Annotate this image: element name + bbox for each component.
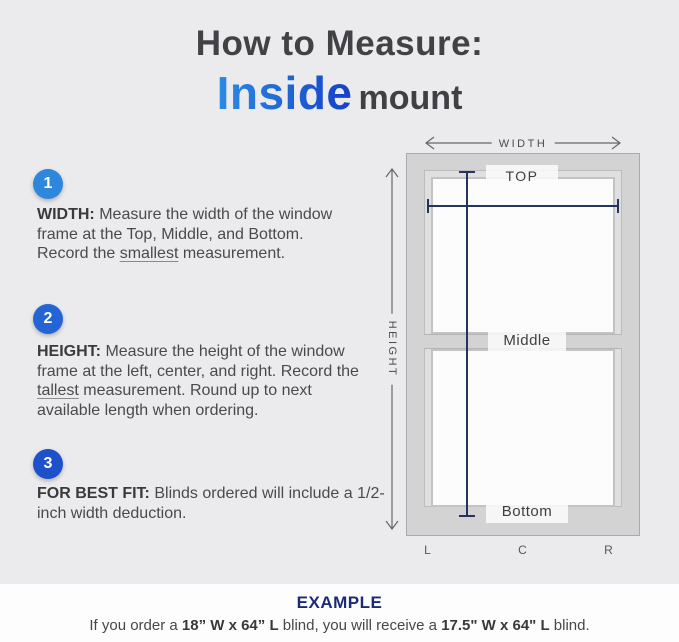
- example-part-3: blind.: [549, 617, 590, 634]
- step-2-underlined-word: tallest: [37, 382, 79, 400]
- example-sentence: [0, 617, 679, 634]
- vertical-measure-cap-top: [459, 171, 475, 173]
- vertical-measure-line: [466, 171, 468, 517]
- step-2-badge: 2: [33, 304, 63, 334]
- step-3-label: FOR BEST FIT:: [37, 485, 150, 502]
- title-highlight-inside: Inside: [216, 67, 353, 119]
- step-3-body-1: Blinds ordered will include a 1/2-inch width deduction.: [37, 485, 385, 522]
- step-1-text: [37, 205, 355, 264]
- step-3-badge: 3: [33, 449, 63, 479]
- step-1-body-2: measurement.: [178, 245, 286, 263]
- example-heading: EXAMPLE: [296, 593, 383, 612]
- height-dimension-label: HEIGHT: [384, 314, 400, 385]
- step-2-body-1: Measure the height of the window frame at the left, center, and right. Record the: [37, 343, 359, 380]
- window-pane-top: [431, 177, 615, 334]
- horizontal-measure-line: [427, 205, 619, 207]
- example-part-1: If you order a: [89, 617, 182, 634]
- step-2-text: [37, 342, 359, 420]
- step-1-underlined-word: smallest: [119, 245, 179, 263]
- example-bold-received-size: 17.5" W x 64" L: [441, 617, 550, 634]
- marker-middle: Middle: [488, 329, 566, 352]
- title-line-1: How to Measure:: [195, 24, 484, 63]
- step-3-text: [37, 484, 389, 523]
- example-bold-ordered-size: 18” W x 64” L: [181, 617, 279, 634]
- width-dimension-label: WIDTH: [492, 136, 555, 152]
- example-part-2: blind, you will receive a: [278, 617, 442, 634]
- vertical-measure-cap-bottom: [459, 515, 475, 517]
- mark-right: R: [604, 543, 614, 557]
- title-line-2: [0, 66, 679, 120]
- horizontal-measure-cap-right: [617, 199, 619, 213]
- page-title: [0, 24, 679, 120]
- title-suffix-mount: mount: [358, 79, 463, 117]
- step-2-body-2: measurement. Round up to next available length when ordering.: [37, 382, 312, 419]
- marker-top: TOP: [486, 165, 558, 187]
- mark-left: L: [424, 543, 432, 557]
- step-1-badge: 1: [33, 169, 63, 199]
- step-1-label: WIDTH:: [37, 206, 95, 223]
- window-pane-bottom: [431, 349, 615, 507]
- mark-center: C: [518, 543, 528, 557]
- marker-bottom: Bottom: [486, 500, 568, 523]
- horizontal-measure-cap-left: [427, 199, 429, 213]
- example-footer: [0, 584, 679, 642]
- step-2-label: HEIGHT:: [37, 343, 101, 360]
- step-1-body-1: Measure the width of the window frame at the Top, Middle, and Bottom. Record the: [37, 206, 333, 263]
